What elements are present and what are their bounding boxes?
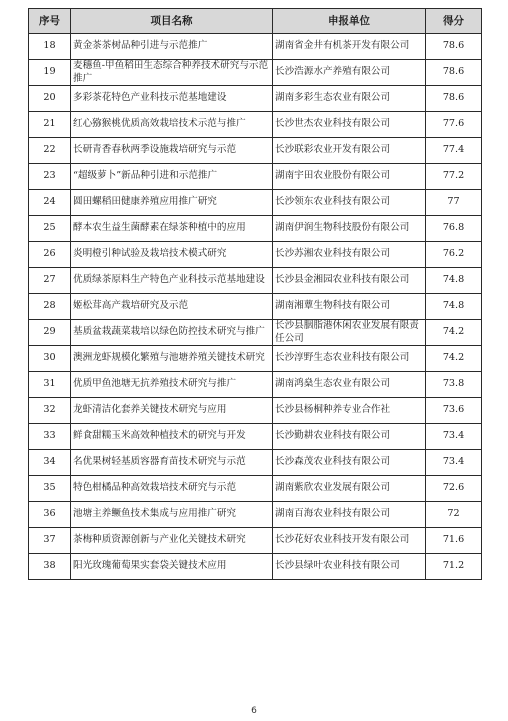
applicant-unit: 湖南多彩生态农业有限公司 xyxy=(273,86,426,112)
score-value: 78.6 xyxy=(426,34,482,60)
row-number: 38 xyxy=(29,554,71,580)
project-name: 龙虾清洁化套养关键技术研究与应用 xyxy=(71,398,273,424)
row-number: 28 xyxy=(29,294,71,320)
score-value: 77.2 xyxy=(426,164,482,190)
applicant-unit: 长沙县杨桐种养专业合作社 xyxy=(273,398,426,424)
table-row xyxy=(29,86,482,112)
table-row xyxy=(29,346,482,372)
table-row xyxy=(29,60,482,86)
table-row xyxy=(29,450,482,476)
project-name: 红心猕猴桃优质高效栽培技术示范与推广 xyxy=(71,112,273,138)
score-value: 73.4 xyxy=(426,424,482,450)
score-value: 74.8 xyxy=(426,294,482,320)
table-row xyxy=(29,320,482,346)
project-name: 特色柑橘品种高效栽培技术研究与示范 xyxy=(71,476,273,502)
row-number: 30 xyxy=(29,346,71,372)
row-number: 37 xyxy=(29,528,71,554)
table-row xyxy=(29,268,482,294)
project-name: “超级萝卜”新品种引进和示范推广 xyxy=(71,164,273,190)
row-number: 31 xyxy=(29,372,71,398)
score-value: 73.8 xyxy=(426,372,482,398)
applicant-unit: 长沙联彩农业开发有限公司 xyxy=(273,138,426,164)
applicant-unit: 长沙领东农业科技有限公司 xyxy=(273,190,426,216)
applicant-unit: 长沙县绿叶农业科技有限公司 xyxy=(273,554,426,580)
score-value: 77.4 xyxy=(426,138,482,164)
header-row xyxy=(29,9,482,34)
score-value: 78.6 xyxy=(426,60,482,86)
project-name: 鲜食甜糯玉米高效种植技术的研究与开发 xyxy=(71,424,273,450)
table-row xyxy=(29,216,482,242)
row-number: 25 xyxy=(29,216,71,242)
score-value: 72.6 xyxy=(426,476,482,502)
row-number: 21 xyxy=(29,112,71,138)
row-number: 20 xyxy=(29,86,71,112)
row-number: 29 xyxy=(29,320,71,346)
table-header xyxy=(29,9,482,34)
table-row xyxy=(29,424,482,450)
project-name: 基质盆栽蔬菜栽培以绿色防控技术研究与推广 xyxy=(71,320,273,346)
applicant-unit: 湖南省金井有机茶开发有限公司 xyxy=(273,34,426,60)
row-number: 26 xyxy=(29,242,71,268)
score-value: 78.6 xyxy=(426,86,482,112)
project-name: 黄金茶茶树品种引进与示范推广 xyxy=(71,34,273,60)
project-name: 长研青香春秋两季设施栽培研究与示范 xyxy=(71,138,273,164)
table-row xyxy=(29,138,482,164)
page-number: 6 xyxy=(251,706,257,716)
table-row xyxy=(29,502,482,528)
applicant-unit: 湖南紫欣农业发展有限公司 xyxy=(273,476,426,502)
applicant-unit: 长沙淳野生态农业科技有限公司 xyxy=(273,346,426,372)
score-value: 73.6 xyxy=(426,398,482,424)
applicant-unit: 长沙世杰农业科技有限公司 xyxy=(273,112,426,138)
table-row xyxy=(29,372,482,398)
project-name: 阳光玫瑰葡萄果实套袋关键技术应用 xyxy=(71,554,273,580)
table-body xyxy=(29,34,482,580)
row-number: 19 xyxy=(29,60,71,86)
applicant-unit: 长沙浩源水产养殖有限公司 xyxy=(273,60,426,86)
project-name: 多彩茶花特色产业科技示范基地建设 xyxy=(71,86,273,112)
row-number: 18 xyxy=(29,34,71,60)
project-name: 炎明橙引种试验及栽培技术模式研究 xyxy=(71,242,273,268)
row-number: 22 xyxy=(29,138,71,164)
row-number: 34 xyxy=(29,450,71,476)
project-name: 优质甲鱼池塘无抗养殖技术研究与推广 xyxy=(71,372,273,398)
applicant-unit: 长沙苏湘农业科技有限公司 xyxy=(273,242,426,268)
row-number: 32 xyxy=(29,398,71,424)
row-number: 27 xyxy=(29,268,71,294)
score-value: 74.2 xyxy=(426,346,482,372)
score-value: 76.2 xyxy=(426,242,482,268)
row-number: 33 xyxy=(29,424,71,450)
row-number: 36 xyxy=(29,502,71,528)
project-name: 茶梅种质资源创新与产业化关键技术研究 xyxy=(71,528,273,554)
table-row xyxy=(29,528,482,554)
score-value: 71.2 xyxy=(426,554,482,580)
table-row xyxy=(29,476,482,502)
table-row xyxy=(29,190,482,216)
applicant-unit: 湖南百海农业科技有限公司 xyxy=(273,502,426,528)
applicant-unit: 长沙县金湘园农业科技有限公司 xyxy=(273,268,426,294)
header-applicant-unit: 申报单位 xyxy=(273,9,426,34)
score-value: 73.4 xyxy=(426,450,482,476)
applicant-unit: 长沙县胭脂港休闲农业发展有限责任公司 xyxy=(273,320,426,346)
score-value: 72 xyxy=(426,502,482,528)
applicant-unit: 长沙勤耕农业科技有限公司 xyxy=(273,424,426,450)
applicant-unit: 湖南鸿燊生态农业有限公司 xyxy=(273,372,426,398)
applicant-unit: 长沙花好农业科技开发有限公司 xyxy=(273,528,426,554)
project-name: 池塘主养鳜鱼技术集成与应用推广研究 xyxy=(71,502,273,528)
score-value: 77 xyxy=(426,190,482,216)
table-row xyxy=(29,164,482,190)
project-name: 酵本农生益生菌酵素在绿茶种植中的应用 xyxy=(71,216,273,242)
row-number: 35 xyxy=(29,476,71,502)
applicant-unit: 长沙森茂农业科技有限公司 xyxy=(273,450,426,476)
table-row xyxy=(29,398,482,424)
header-project-name: 项目名称 xyxy=(71,9,273,34)
score-value: 76.8 xyxy=(426,216,482,242)
project-name: 优质绿茶原料生产特色产业科技示范基地建设 xyxy=(71,268,273,294)
table-row xyxy=(29,112,482,138)
project-score-table xyxy=(28,8,482,580)
project-name: 姬松茸高产栽培研究及示范 xyxy=(71,294,273,320)
project-name: 麦穗鱼-甲鱼稻田生态综合种养技术研究与示范推广 xyxy=(71,60,273,86)
row-number: 23 xyxy=(29,164,71,190)
applicant-unit: 湖南伊润生物科技股份有限公司 xyxy=(273,216,426,242)
applicant-unit: 湖南宇田农业股份有限公司 xyxy=(273,164,426,190)
score-value: 77.6 xyxy=(426,112,482,138)
applicant-unit: 湖南湘蕈生物科技有限公司 xyxy=(273,294,426,320)
score-value: 71.6 xyxy=(426,528,482,554)
score-value: 74.8 xyxy=(426,268,482,294)
table-row xyxy=(29,242,482,268)
table-row xyxy=(29,554,482,580)
project-name: 澳洲龙虾规模化繁殖与池塘养殖关键技术研究 xyxy=(71,346,273,372)
table-row xyxy=(29,34,482,60)
header-score: 得分 xyxy=(426,9,482,34)
project-name: 圆田螺稻田健康养殖应用推广研究 xyxy=(71,190,273,216)
row-number: 24 xyxy=(29,190,71,216)
score-value: 74.2 xyxy=(426,320,482,346)
table-row xyxy=(29,294,482,320)
project-name: 名优果树轻基质容器育苗技术研究与示范 xyxy=(71,450,273,476)
header-number: 序号 xyxy=(29,9,71,34)
